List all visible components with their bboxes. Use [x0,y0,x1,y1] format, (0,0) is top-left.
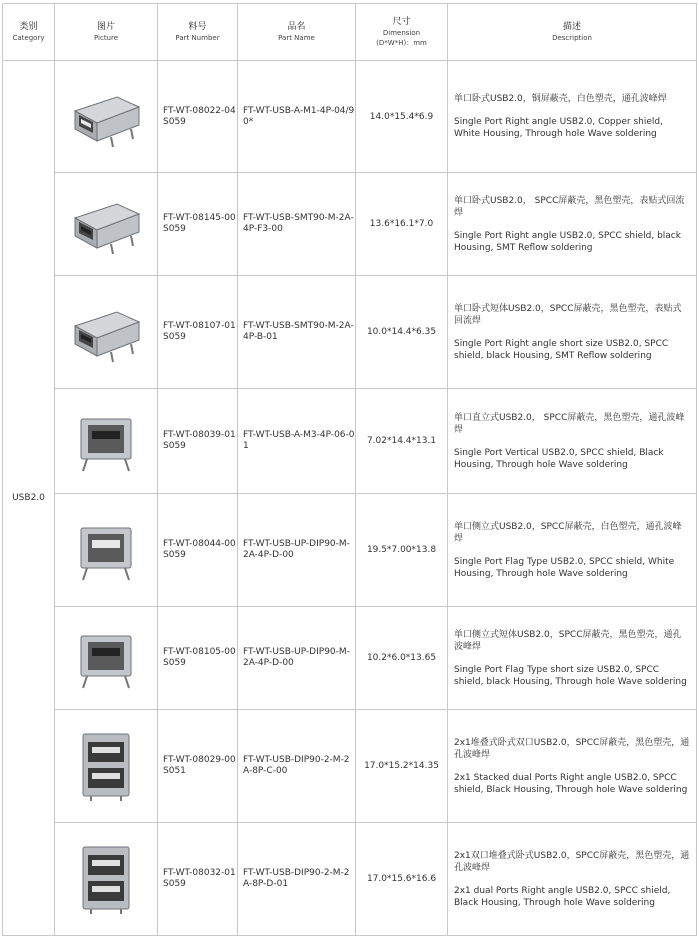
dimension-cell: 13.6*16.1*7.0 [356,173,448,276]
header-part-number: 料号 Part Number [158,4,238,61]
usb-a-dual-stacked-image [55,843,157,915]
description-en: Single Port Right angle USB2.0, Copper shield, White Housing, Through hole Wave soldering [454,117,663,139]
usb-a-stacked-dual-image [55,730,157,802]
picture-cell [55,61,158,173]
description-cn: 单口卧式USB2.0， SPCC屏蔽壳，黑色塑壳，表贴式回流焊 [454,195,685,218]
dimension-cell: 19.5*7.00*13.8 [356,494,448,607]
category-label: USB2.0 [12,493,45,503]
part-name-cell: FT-WT-USB-DIP90-2-M-2A-8P-C-00 [238,710,356,823]
description-cn: 2x1堆叠式卧式双口USB2.0，SPCC屏蔽壳，黑色塑壳，通孔波峰焊 [454,737,690,760]
part-name-cell: FT-WT-USB-DIP90-2-M-2A-8P-D-01 [238,823,356,936]
part-name-cell: FT-WT-USB-SMT90-M-2A-4P-F3-00 [238,173,356,276]
usb-a-vertical-image [55,405,157,477]
table-row [3,494,697,607]
description-cell [448,823,697,936]
header-category: 类别 Category [3,4,55,61]
table-row [3,823,697,936]
table-row [3,710,697,823]
usb-a-right-angle-white-image [55,81,157,153]
header-description: 描述 Description [448,4,697,61]
description-cn: 单口卧式短体USB2.0，SPCC屏蔽壳，黑色塑壳，表贴式回流焊 [454,303,682,326]
picture-cell [55,710,158,823]
description-cell [448,607,697,710]
category-cell [3,61,55,936]
dimension-cell: 7.02*14.4*13.1 [356,389,448,494]
picture-cell [55,276,158,389]
part-number-cell: FT-WT-08044-00S059 [158,494,238,607]
part-name-cell: FT-WT-USB-A-M1-4P-04/90* [238,61,356,173]
description-cn: 单口直立式USB2.0， SPCC屏蔽壳，黑色塑壳，通孔波峰焊 [454,412,685,435]
part-number-cell: FT-WT-08032-01S059 [158,823,238,936]
description-cell [448,276,697,389]
part-number-cell: FT-WT-08039-01S059 [158,389,238,494]
description-en: 2x1 dual Ports Right angle USB2.0, SPCC shield, Black Housing, Through hole Wave soldering [454,885,671,908]
header-picture: 图片 Picture [55,4,158,61]
description-cn: 2x1双口堆叠式卧式USB2.0，SPCC屏蔽壳，黑色塑壳，通孔波峰焊 [454,850,690,873]
usb-a-short-smt-image [55,296,157,368]
usb-a-flag-white-image [55,514,157,586]
description-en: Single Port Right angle USB2.0, SPCC shield, black Housing, SMT Reflow soldering [454,230,681,253]
description-en: Single Port Vertical USB2.0, SPCC shield, Black Housing, Through hole Wave soldering [454,447,664,470]
picture-cell [55,494,158,607]
part-number-cell: FT-WT-08107-01S059 [158,276,238,389]
description-cell [448,710,697,823]
part-number-cell: FT-WT-08029-00S051 [158,710,238,823]
table-row [3,61,697,173]
header-dimension: 尺寸 Dimension (D*W*H)：mm [356,4,448,61]
description-en: Single Port Flag Type USB2.0, SPCC shield, White Housing, Through hole Wave soldering [454,556,675,579]
header-row [3,4,697,61]
table-row [3,276,697,389]
picture-cell [55,823,158,936]
table-row [3,389,697,494]
description-cell [448,173,697,276]
dimension-cell: 17.0*15.6*16.6 [356,823,448,936]
picture-cell [55,389,158,494]
usb-a-smt-image [55,188,157,260]
product-table [2,3,697,936]
part-name-cell: FT-WT-USB-SMT90-M-2A-4P-B-01 [238,276,356,389]
dimension-cell: 10.2*6.0*13.65 [356,607,448,710]
picture-cell [55,173,158,276]
dimension-cell: 14.0*15.4*6.9 [356,61,448,173]
part-number-cell: FT-WT-08105-00S059 [158,607,238,710]
description-cell [448,389,697,494]
part-number-cell: FT-WT-08022-04S059 [158,61,238,173]
dimension-cell: 10.0*14.4*6.35 [356,276,448,389]
table-row [3,607,697,710]
part-name-cell: FT-WT-USB-UP-DIP90-M-2A-4P-D-00 [238,607,356,710]
picture-cell [55,607,158,710]
part-name-cell: FT-WT-USB-A-M3-4P-06-01 [238,389,356,494]
description-en: Single Port Flag Type short size USB2.0, SPCC shield, black Housing, Through hole Wave soldering [454,664,687,687]
description-en: 2x1 Stacked dual Ports Right angle USB2.0, SPCC shield, Black Housing, Through hole Wave soldering [454,772,688,795]
table-row [3,173,697,276]
part-name-cell: FT-WT-USB-UP-DIP90-M-2A-4P-D-00 [238,494,356,607]
usb-a-flag-short-image [55,622,157,694]
dimension-cell: 17.0*15.2*14.35 [356,710,448,823]
part-number-cell: FT-WT-08145-00S059 [158,173,238,276]
description-cn: 单口侧立式短体USB2.0，SPCC屏蔽壳，黑色塑壳，通孔波峰焊 [454,629,682,652]
description-cell [448,61,697,173]
description-cn: 单口侧立式USB2.0，SPCC屏蔽壳，白色塑壳，通孔波峰焊 [454,521,682,544]
description-en: Single Port Right angle short size USB2.0, SPCC shield, black Housing, SMT Reflow soldering [454,338,669,361]
header-part-name: 品名 Part Name [238,4,356,61]
description-cell [448,494,697,607]
description-cn: 单口卧式USB2.0，铜屏蔽壳，白色塑壳，通孔波峰焊 [454,94,667,104]
